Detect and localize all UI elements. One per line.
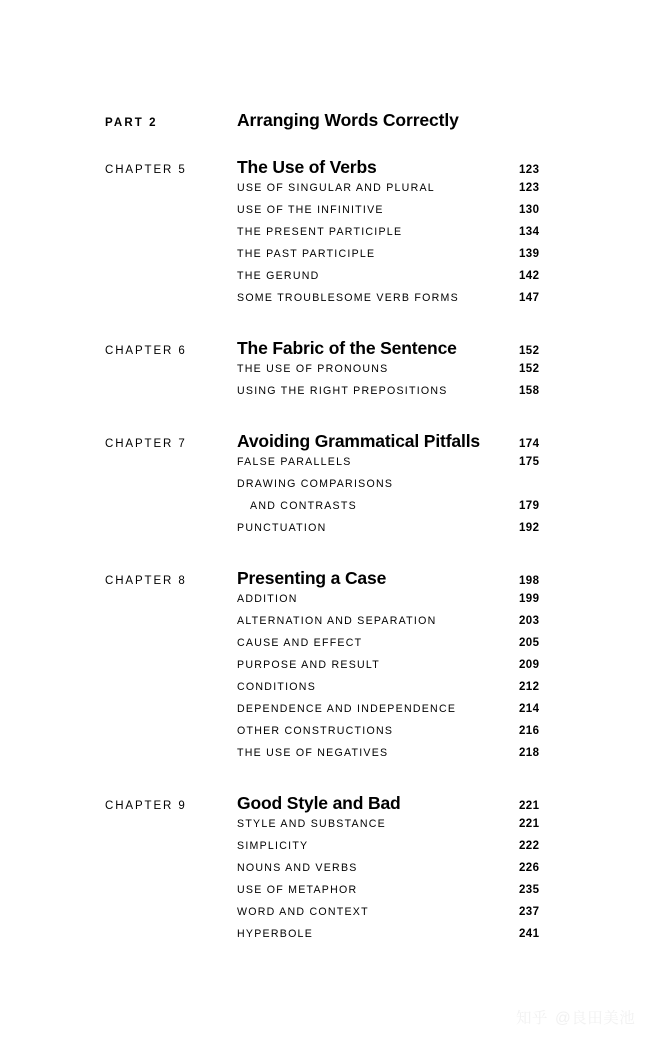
entry-title[interactable]: NOUNS AND VERBS [237, 862, 358, 874]
entry-page-number: 212 [519, 681, 540, 693]
chapter-label: CHAPTER 5 [105, 164, 187, 176]
entry-title[interactable]: SIMPLICITY [237, 840, 309, 852]
chapter-heading-row[interactable] [105, 157, 575, 178]
entry-page-number: 152 [519, 363, 540, 375]
chapter-title[interactable]: Good Style and Bad [237, 793, 401, 813]
entry-title[interactable]: USE OF METAPHOR [237, 884, 358, 896]
entry-page-number: 222 [519, 840, 540, 852]
chapter-list [105, 157, 575, 950]
entry-page-number: 226 [519, 862, 540, 874]
toc-entry-row[interactable] [105, 248, 575, 270]
toc-entry-row[interactable] [105, 204, 575, 226]
entry-title[interactable]: ADDITION [237, 593, 298, 605]
entry-title[interactable]: CONDITIONS [237, 681, 317, 693]
entry-title[interactable]: THE USE OF PRONOUNS [237, 363, 389, 375]
entry-title[interactable]: ALTERNATION AND SEPARATION [237, 615, 437, 627]
toc-entry-row[interactable] [105, 182, 575, 204]
toc-entry-row[interactable] [105, 659, 575, 681]
entry-page-number: 142 [519, 270, 540, 282]
toc-entry-row[interactable] [105, 681, 575, 703]
chapter-label: CHAPTER 8 [105, 575, 187, 587]
toc-entry-row[interactable] [105, 226, 575, 248]
chapter-block [105, 157, 575, 314]
entry-page-number: 158 [519, 385, 540, 397]
entry-title[interactable]: FALSE PARALLELS [237, 456, 352, 468]
chapter-label: CHAPTER 9 [105, 800, 187, 812]
entry-page-number: 235 [519, 884, 540, 896]
entry-page-number: 203 [519, 615, 540, 627]
chapter-title[interactable]: The Use of Verbs [237, 157, 377, 177]
entry-page-number: 139 [519, 248, 540, 260]
toc-entry-row[interactable] [105, 862, 575, 884]
watermark-username: @良田美池 [555, 1010, 636, 1027]
toc-entry-row[interactable] [105, 456, 575, 478]
entry-title[interactable]: THE USE OF NEGATIVES [237, 747, 389, 759]
entry-title[interactable]: DRAWING COMPARISONS [237, 478, 394, 490]
zhihu-logo: 知乎 [516, 1010, 549, 1027]
entry-title[interactable]: SOME TROUBLESOME VERB FORMS [237, 292, 459, 304]
chapter-page-number: 198 [519, 575, 540, 587]
chapter-block [105, 793, 575, 950]
table-of-contents [105, 110, 575, 950]
chapter-heading-row[interactable] [105, 338, 575, 359]
entry-title[interactable]: USING THE RIGHT PREPOSITIONS [237, 385, 448, 397]
entry-page-number: 134 [519, 226, 540, 238]
entry-page-number: 175 [519, 456, 540, 468]
entry-title[interactable]: THE PRESENT PARTICIPLE [237, 226, 403, 238]
toc-entry-row[interactable] [105, 725, 575, 747]
entry-title[interactable]: THE GERUND [237, 270, 320, 282]
toc-entry-row[interactable] [105, 818, 575, 840]
entry-page-number: 241 [519, 928, 540, 940]
toc-entry-row[interactable] [105, 385, 575, 407]
entry-page-number: 218 [519, 747, 540, 759]
chapter-page-number: 152 [519, 345, 540, 357]
entry-page-number: 221 [519, 818, 540, 830]
entry-page-number: 199 [519, 593, 540, 605]
toc-entry-row[interactable] [105, 703, 575, 725]
entry-page-number: 216 [519, 725, 540, 737]
entry-page-number: 130 [519, 204, 540, 216]
chapter-label: CHAPTER 6 [105, 345, 187, 357]
chapter-title[interactable]: Presenting a Case [237, 568, 387, 588]
toc-entry-row[interactable] [105, 522, 575, 544]
toc-entry-row[interactable] [105, 747, 575, 769]
toc-entry-row[interactable] [105, 500, 575, 522]
toc-entry-row[interactable] [105, 478, 575, 500]
chapter-heading-row[interactable] [105, 793, 575, 814]
chapter-block [105, 431, 575, 544]
chapter-block [105, 338, 575, 407]
toc-entry-row[interactable] [105, 270, 575, 292]
entry-page-number: 179 [519, 500, 540, 512]
entry-title[interactable]: HYPERBOLE [237, 928, 314, 940]
entry-page-number: 214 [519, 703, 540, 715]
entry-title[interactable]: USE OF SINGULAR AND PLURAL [237, 182, 435, 194]
toc-entry-row[interactable] [105, 292, 575, 314]
part-title: Arranging Words Correctly [237, 110, 459, 130]
entry-title[interactable]: OTHER CONSTRUCTIONS [237, 725, 394, 737]
entry-page-number: 237 [519, 906, 540, 918]
chapter-page-number: 221 [519, 800, 540, 812]
toc-entry-row[interactable] [105, 615, 575, 637]
entry-page-number: 123 [519, 182, 540, 194]
entry-title[interactable]: THE PAST PARTICIPLE [237, 248, 376, 260]
entry-page-number: 209 [519, 659, 540, 671]
part-header [105, 110, 575, 131]
chapter-title[interactable]: The Fabric of the Sentence [237, 338, 457, 358]
entry-page-number: 192 [519, 522, 540, 534]
entry-page-number: 147 [519, 292, 540, 304]
chapter-title[interactable]: Avoiding Grammatical Pitfalls [237, 431, 480, 451]
entry-title[interactable]: DEPENDENCE AND INDEPENDENCE [237, 703, 457, 715]
toc-entry-row[interactable] [105, 593, 575, 615]
entry-title[interactable]: USE OF THE INFINITIVE [237, 204, 384, 216]
chapter-page-number: 174 [519, 438, 540, 450]
entry-page-number: 205 [519, 637, 540, 649]
toc-entry-row[interactable] [105, 363, 575, 385]
part-label: PART 2 [105, 117, 158, 129]
chapter-label: CHAPTER 7 [105, 438, 187, 450]
toc-entry-row[interactable] [105, 637, 575, 659]
chapter-page-number: 123 [519, 164, 540, 176]
entry-title[interactable]: AND CONTRASTS [250, 500, 357, 512]
watermark [516, 1006, 635, 1028]
chapter-heading-row[interactable] [105, 568, 575, 589]
chapter-heading-row[interactable] [105, 431, 575, 452]
toc-entry-row[interactable] [105, 906, 575, 928]
toc-entry-row[interactable] [105, 840, 575, 862]
entry-title[interactable]: WORD AND CONTEXT [237, 906, 369, 918]
toc-entry-row[interactable] [105, 928, 575, 950]
entry-title[interactable]: CAUSE AND EFFECT [237, 637, 363, 649]
entry-title[interactable]: PUNCTUATION [237, 522, 327, 534]
toc-entry-row[interactable] [105, 884, 575, 906]
chapter-block [105, 568, 575, 769]
entry-title[interactable]: PURPOSE AND RESULT [237, 659, 380, 671]
entry-title[interactable]: STYLE AND SUBSTANCE [237, 818, 386, 830]
